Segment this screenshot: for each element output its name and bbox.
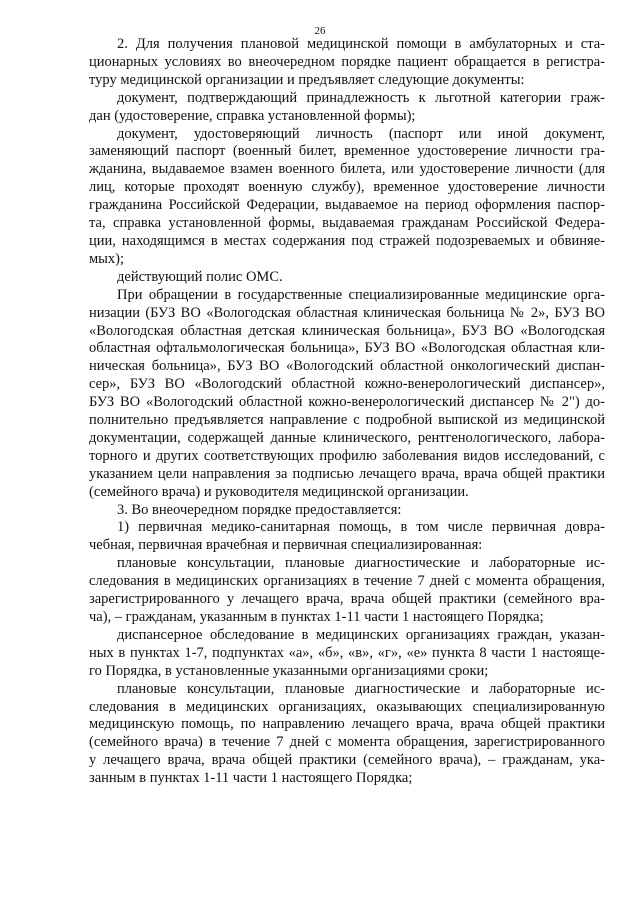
text-line: плановые консультации, плановые диагностические и лабораторные ис- [117,555,605,572]
text-line: заменяющий паспорт (военный билет, временное удостоверение личности гра- [89,143,605,160]
text-line: действующий полис ОМС. [117,268,283,285]
text-line: 3. Во внеочередном порядке предоставляется: [117,501,402,518]
text-line: ча), – гражданам, указанным в пунктах 1-11 части 1 настоящего Порядка; [89,609,544,625]
text-line: у лечащего врача, врача общей практики (семейного врача), – гражданам, ука- [89,752,605,769]
text-line: низации (БУЗ ВО «Вологодская областная клиническая больница № 2», БУЗ ВО [89,304,605,321]
text-line: дан (удостоверение, справка установленной формы); [89,107,416,124]
text-line: указанием цели направления за подписью лечащего врача, врача общей практики [89,465,605,482]
text-line: следования в медицинских организациях, оказывающих специализированную [89,698,605,715]
text-line: диспансерное обследование в медицинских организациях граждан, указан- [117,626,605,643]
text-line: документ, подтверждающий принадлежность к льготной категории граж- [117,89,605,106]
text-line: документации, содержащей данные клинического, рентгенологического, лабора- [89,429,605,446]
text-line: зарегистрированного у лечащего врача, врача общей практики (семейного вра- [89,591,605,608]
text-line: лиц, которые проходят военную службу), временное удостоверение личности [89,179,605,196]
text-line: занным в пунктах 1-11 части 1 настоящего Порядка; [89,770,413,787]
text-line: ных в пунктах 1-7, подпунктах «а», «б», «в», «г», «е» пункта 8 части 1 настояще- [89,644,605,661]
text-line: плановые консультации, плановые диагностические и лабораторные ис- [117,680,605,697]
text-line: та, справка установленной формы, выдаваемая гражданам Российской Федера- [89,215,605,232]
text-line: «Вологодская областная детская клиническая больница», БУЗ ВО «Вологодская [89,322,605,339]
text-line: жданина, выдаваемое взамен военного билета, или удостоверение личности (для [89,161,605,178]
text-line: торного и других соответствующих профилю заболевания видов исследований, с [89,447,605,464]
text-line: (семейного врача) и руководителя медицинской организации. [89,483,469,500]
text-line: ническая больница», БУЗ ВО «Вологодский областной онкологический диспан- [89,358,605,375]
text-line: туру медицинской организации и предъявляет следующие документы: [89,71,525,88]
page-number: 26 [314,25,326,37]
text-line: медицинскую помощь, по направлению лечащего врача, врача общей практики [89,716,605,733]
text-line: При обращении в государственные специализированные медицинские орга- [117,286,605,303]
text-line: документ, удостоверяющий личность (паспорт или иной документ, [117,125,605,142]
text-line: ции, находящимся в местах содержания под стражей подозреваемых и обвиняе- [89,232,605,249]
text-line: следования в медицинских организациях в течение 7 дней с момента обращения, [89,573,605,590]
text-line: мых); [89,250,125,267]
text-line: 1) первичная медико-санитарная помощь, в том числе первичная довра- [117,519,605,536]
document-body [89,36,605,788]
text-line: 2. Для получения плановой медицинской помощи в амбулаторных и ста- [117,36,605,52]
text-line: гражданина Российской Федерации, выдаваемое на период оформления паспор- [89,197,605,214]
text-line: сер», БУЗ ВО «Вологодский областной кожно-венерологический диспансер», [89,376,605,393]
text-line: БУЗ ВО «Вологодский областной кожно-венерологический диспансер № 2") до- [89,394,605,411]
text-line: полнительно предъявляется направление с подробной выпиской из медицинской [89,412,605,429]
text-line: областная офтальмологическая больница», БУЗ ВО «Вологодская областная кли- [89,340,605,357]
text-line: чебная, первичная врачебная и первичная специализированная: [89,537,483,554]
text-line: ционарных условиях во внеочередном порядке пациент обращается в регистра- [89,53,605,70]
text-line: го Порядка, в установленные указанными организациями сроки; [89,662,489,679]
text-line: (семейного врача) в течение 7 дней с момента обращения, зарегистрированного [89,734,605,751]
